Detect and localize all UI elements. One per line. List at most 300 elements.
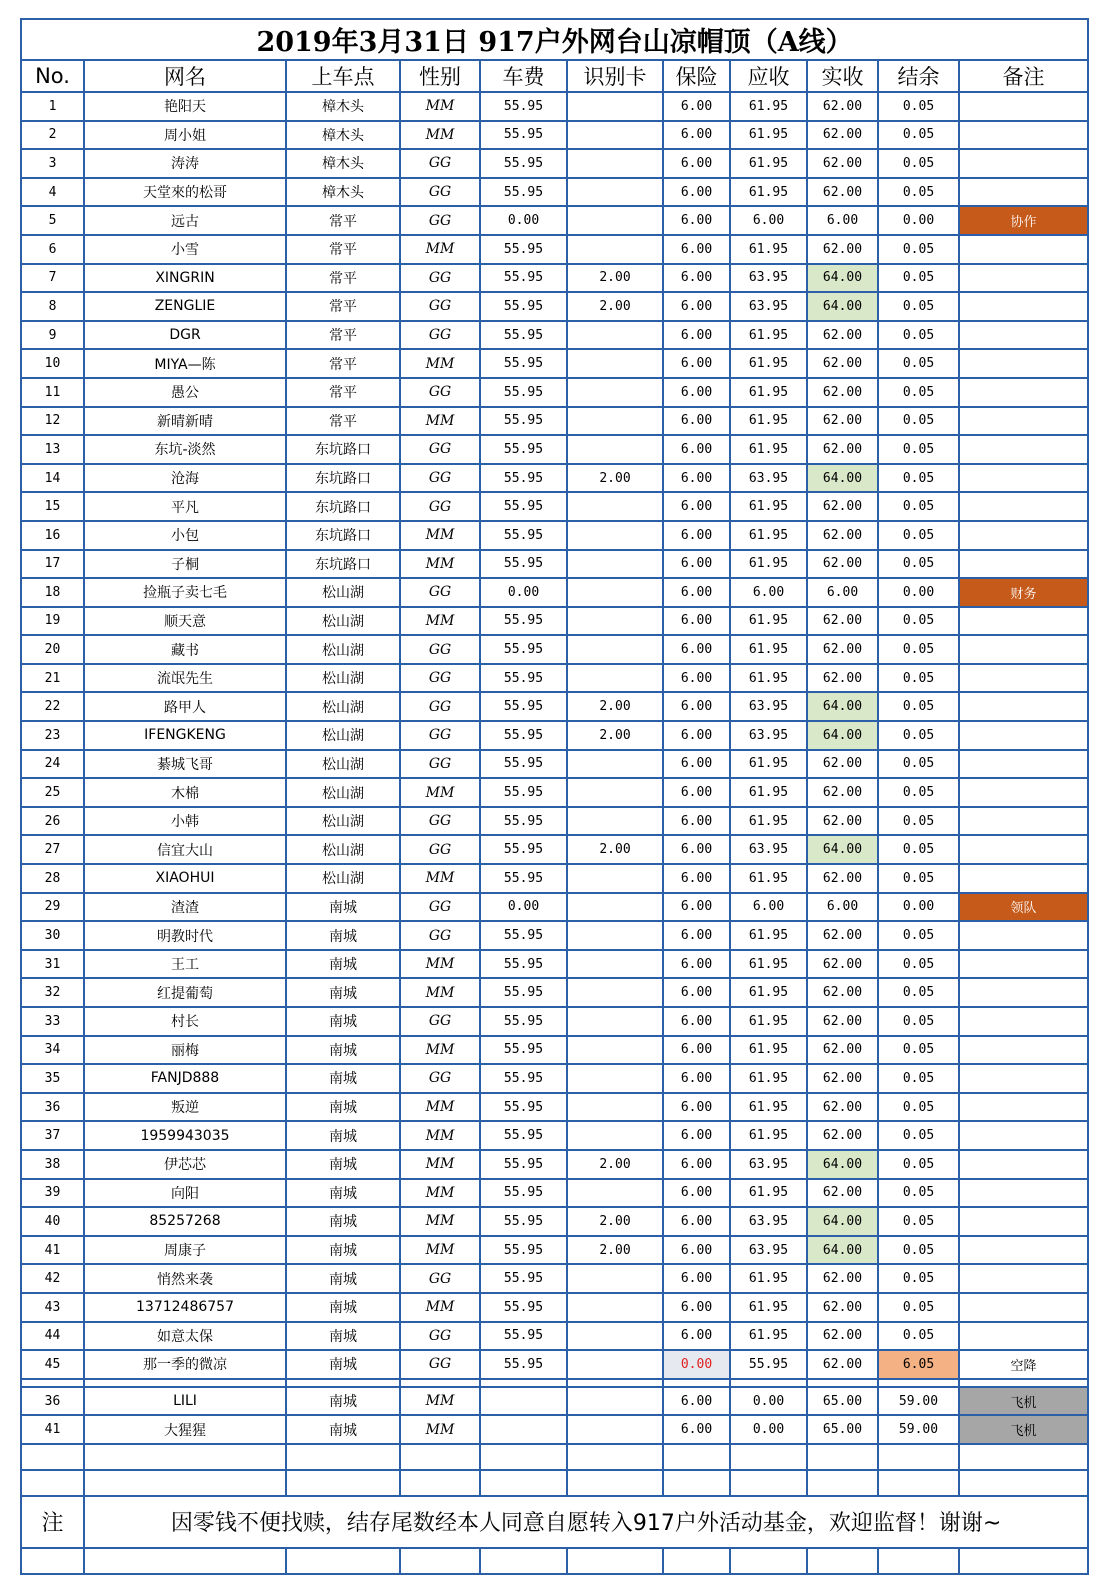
cell-balance: 0.05 [878, 92, 959, 121]
table-row [21, 1179, 1088, 1208]
table-row [21, 664, 1088, 693]
cell-gender: GG [400, 1264, 480, 1293]
cell-no: 10 [21, 349, 84, 378]
cell-insurance: 6.00 [663, 92, 730, 121]
cell-receivable: 63.95 [730, 292, 807, 321]
table-row [21, 1236, 1088, 1265]
cell-id-card: 2.00 [567, 464, 663, 493]
cell-balance: 0.05 [878, 607, 959, 636]
cell-no: 40 [21, 1207, 84, 1236]
cell-id-card [567, 435, 663, 464]
cell-nickname: 周小姐 [84, 121, 286, 150]
cell-balance: 59.00 [878, 1387, 959, 1416]
cell-gender: GG [400, 578, 480, 607]
cell-pickup: 常平 [286, 321, 400, 350]
cell-fare: 55.95 [480, 121, 567, 150]
cell-gender: GG [400, 921, 480, 950]
cell-balance: 0.05 [878, 1064, 959, 1093]
cell-id-card [567, 635, 663, 664]
table-row [21, 807, 1088, 836]
table-row [21, 435, 1088, 464]
cell-receivable: 61.95 [730, 807, 807, 836]
cell-remarks [959, 864, 1088, 893]
cell-insurance: 6.00 [663, 1387, 730, 1416]
cell-nickname: 綦城飞哥 [84, 750, 286, 779]
cell-balance: 0.05 [878, 835, 959, 864]
cell-fare: 55.95 [480, 607, 567, 636]
spacer-cell [878, 1379, 959, 1387]
cell-remarks [959, 321, 1088, 350]
cell-id-card [567, 1064, 663, 1093]
cell-nickname: LILI [84, 1387, 286, 1416]
cell-remarks [959, 1236, 1088, 1265]
cell-no: 15 [21, 492, 84, 521]
cell-received: 62.00 [807, 492, 878, 521]
cell-pickup: 樟木头 [286, 149, 400, 178]
cell-received: 64.00 [807, 464, 878, 493]
cell-balance: 0.05 [878, 721, 959, 750]
cell-remarks [959, 721, 1088, 750]
cell-balance: 0.05 [878, 264, 959, 293]
cell-no: 8 [21, 292, 84, 321]
cell-insurance: 6.00 [663, 407, 730, 436]
cell-receivable: 61.95 [730, 149, 807, 178]
cell-insurance: 6.00 [663, 835, 730, 864]
cell-no: 22 [21, 692, 84, 721]
cell-balance: 0.05 [878, 921, 959, 950]
cell-balance: 6.05 [878, 1350, 959, 1379]
cell-received: 62.00 [807, 550, 878, 579]
cell-pickup: 常平 [286, 235, 400, 264]
cell-no: 16 [21, 521, 84, 550]
table-row [21, 578, 1088, 607]
cell-no: 45 [21, 1350, 84, 1379]
cell-id-card: 2.00 [567, 692, 663, 721]
spacer-cell [663, 1379, 730, 1387]
cell-gender: MM [400, 950, 480, 979]
spacer-row [21, 1379, 1088, 1387]
cell-receivable: 61.95 [730, 921, 807, 950]
cell-balance: 0.05 [878, 492, 959, 521]
cell-pickup: 南城 [286, 1179, 400, 1208]
cell-remarks [959, 1036, 1088, 1065]
cell-no: 34 [21, 1036, 84, 1065]
blank-cell [730, 1548, 807, 1574]
cell-gender: GG [400, 464, 480, 493]
cell-received: 62.00 [807, 349, 878, 378]
extra-row [21, 1387, 1088, 1416]
cell-remarks [959, 492, 1088, 521]
table-row [21, 1293, 1088, 1322]
note-label: 注 [21, 1496, 84, 1548]
cell-id-card: 2.00 [567, 1207, 663, 1236]
cell-pickup: 南城 [286, 1415, 400, 1444]
cell-fare: 55.95 [480, 1064, 567, 1093]
cell-receivable: 0.00 [730, 1415, 807, 1444]
expense-table [20, 18, 1089, 1575]
cell-gender: MM [400, 1293, 480, 1322]
cell-no: 11 [21, 378, 84, 407]
cell-nickname: 沧海 [84, 464, 286, 493]
cell-insurance: 6.00 [663, 464, 730, 493]
cell-received: 62.00 [807, 121, 878, 150]
cell-pickup: 松山湖 [286, 607, 400, 636]
cell-no: 14 [21, 464, 84, 493]
cell-balance: 0.05 [878, 1322, 959, 1351]
table-row [21, 464, 1088, 493]
cell-fare: 55.95 [480, 521, 567, 550]
cell-no: 17 [21, 550, 84, 579]
cell-receivable: 63.95 [730, 264, 807, 293]
cell-id-card [567, 550, 663, 579]
table-row [21, 321, 1088, 350]
blank-cell [400, 1470, 480, 1496]
cell-fare: 55.95 [480, 835, 567, 864]
cell-balance: 0.05 [878, 1264, 959, 1293]
cell-no: 20 [21, 635, 84, 664]
cell-id-card [567, 492, 663, 521]
cell-receivable: 0.00 [730, 1387, 807, 1416]
cell-gender: MM [400, 121, 480, 150]
cell-remarks [959, 1207, 1088, 1236]
cell-gender: GG [400, 149, 480, 178]
cell-gender: MM [400, 1415, 480, 1444]
cell-receivable: 61.95 [730, 1264, 807, 1293]
cell-balance: 0.05 [878, 1150, 959, 1179]
cell-receivable: 61.95 [730, 178, 807, 207]
cell-pickup: 松山湖 [286, 835, 400, 864]
cell-receivable: 61.95 [730, 1007, 807, 1036]
cell-nickname: 新晴新晴 [84, 407, 286, 436]
spacer-cell [567, 1379, 663, 1387]
cell-pickup: 常平 [286, 292, 400, 321]
cell-pickup: 南城 [286, 1264, 400, 1293]
cell-received: 62.00 [807, 635, 878, 664]
cell-nickname: 木棉 [84, 778, 286, 807]
cell-receivable: 61.95 [730, 121, 807, 150]
header-receivable: 应收 [730, 60, 807, 92]
cell-no: 30 [21, 921, 84, 950]
cell-received: 62.00 [807, 378, 878, 407]
cell-insurance: 6.00 [663, 550, 730, 579]
cell-nickname: 王工 [84, 950, 286, 979]
cell-gender: GG [400, 378, 480, 407]
cell-balance: 0.05 [878, 235, 959, 264]
cell-pickup: 南城 [286, 1093, 400, 1122]
cell-fare: 55.95 [480, 692, 567, 721]
cell-nickname: XIAOHUI [84, 864, 286, 893]
cell-nickname: XINGRIN [84, 264, 286, 293]
cell-gender: GG [400, 1007, 480, 1036]
cell-balance: 0.05 [878, 378, 959, 407]
cell-received: 62.00 [807, 1293, 878, 1322]
blank-row [21, 1548, 1088, 1574]
cell-no: 41 [21, 1415, 84, 1444]
table-body [21, 19, 1088, 1574]
cell-received: 62.00 [807, 1264, 878, 1293]
cell-balance: 0.05 [878, 978, 959, 1007]
cell-insurance: 6.00 [663, 292, 730, 321]
table-row [21, 349, 1088, 378]
cell-fare: 55.95 [480, 92, 567, 121]
cell-gender: MM [400, 1207, 480, 1236]
cell-id-card [567, 1322, 663, 1351]
cell-insurance: 6.00 [663, 778, 730, 807]
header-received: 实收 [807, 60, 878, 92]
cell-receivable: 61.95 [730, 1093, 807, 1122]
cell-balance: 0.05 [878, 750, 959, 779]
cell-receivable: 61.95 [730, 521, 807, 550]
cell-fare: 55.95 [480, 464, 567, 493]
cell-remarks [959, 1064, 1088, 1093]
cell-id-card [567, 1415, 663, 1444]
header-gender: 性别 [400, 60, 480, 92]
cell-nickname: 悄然来袭 [84, 1264, 286, 1293]
cell-pickup: 松山湖 [286, 750, 400, 779]
cell-received: 62.00 [807, 92, 878, 121]
cell-remarks [959, 950, 1088, 979]
cell-pickup: 常平 [286, 349, 400, 378]
cell-gender: MM [400, 607, 480, 636]
blank-cell [21, 1470, 84, 1496]
cell-receivable: 6.00 [730, 206, 807, 235]
cell-received: 62.00 [807, 978, 878, 1007]
blank-cell [286, 1470, 400, 1496]
cell-pickup: 南城 [286, 1236, 400, 1265]
spacer-cell [480, 1379, 567, 1387]
note-text: 因零钱不便找赎，结存尾数经本人同意自愿转入917户外活动基金，欢迎监督！谢谢~ [84, 1496, 1088, 1548]
table-row [21, 1350, 1088, 1379]
cell-received: 62.00 [807, 521, 878, 550]
cell-insurance: 6.00 [663, 1236, 730, 1265]
cell-remarks [959, 378, 1088, 407]
cell-nickname: 伊芯芯 [84, 1150, 286, 1179]
header-no: No. [21, 60, 84, 92]
cell-insurance: 6.00 [663, 1207, 730, 1236]
cell-id-card [567, 607, 663, 636]
blank-row [21, 1444, 1088, 1470]
cell-fare: 55.95 [480, 778, 567, 807]
cell-insurance: 6.00 [663, 1007, 730, 1036]
cell-balance: 0.05 [878, 121, 959, 150]
cell-remarks [959, 521, 1088, 550]
cell-gender: GG [400, 178, 480, 207]
cell-remarks [959, 750, 1088, 779]
spacer-cell [959, 1379, 1088, 1387]
cell-fare: 0.00 [480, 893, 567, 922]
cell-fare: 55.95 [480, 1293, 567, 1322]
cell-received: 62.00 [807, 778, 878, 807]
cell-insurance: 6.00 [663, 978, 730, 1007]
cell-gender: MM [400, 407, 480, 436]
cell-gender: MM [400, 864, 480, 893]
cell-insurance: 6.00 [663, 750, 730, 779]
cell-received: 62.00 [807, 1064, 878, 1093]
cell-gender: GG [400, 807, 480, 836]
cell-insurance: 0.00 [663, 1350, 730, 1379]
cell-fare [480, 1387, 567, 1416]
cell-receivable: 61.95 [730, 378, 807, 407]
cell-received: 62.00 [807, 750, 878, 779]
cell-no: 43 [21, 1293, 84, 1322]
cell-id-card: 2.00 [567, 1150, 663, 1179]
cell-pickup: 南城 [286, 1007, 400, 1036]
cell-no: 1 [21, 92, 84, 121]
cell-fare: 55.95 [480, 149, 567, 178]
spacer-cell [400, 1379, 480, 1387]
cell-balance: 0.05 [878, 778, 959, 807]
cell-balance: 0.05 [878, 321, 959, 350]
cell-gender: GG [400, 1322, 480, 1351]
cell-nickname: 顺天意 [84, 607, 286, 636]
blank-cell [400, 1444, 480, 1470]
sheet-title: 2019年3月31日 917户外网台山凉帽顶（A线） [21, 19, 1088, 60]
blank-cell [878, 1548, 959, 1574]
cell-gender: MM [400, 1093, 480, 1122]
cell-receivable: 61.95 [730, 864, 807, 893]
cell-pickup: 东坑路口 [286, 435, 400, 464]
blank-cell [286, 1548, 400, 1574]
cell-received: 62.00 [807, 1121, 878, 1150]
blank-cell [84, 1548, 286, 1574]
table-row [21, 550, 1088, 579]
table-row [21, 1007, 1088, 1036]
cell-balance: 0.05 [878, 521, 959, 550]
cell-nickname: DGR [84, 321, 286, 350]
cell-no: 24 [21, 750, 84, 779]
cell-no: 35 [21, 1064, 84, 1093]
blank-cell [567, 1444, 663, 1470]
cell-remarks [959, 1007, 1088, 1036]
cell-nickname: IFENGKENG [84, 721, 286, 750]
blank-cell [807, 1470, 878, 1496]
cell-no: 9 [21, 321, 84, 350]
cell-id-card [567, 1093, 663, 1122]
table-row [21, 407, 1088, 436]
cell-fare: 55.95 [480, 1093, 567, 1122]
cell-no: 2 [21, 121, 84, 150]
cell-receivable: 61.95 [730, 92, 807, 121]
cell-receivable: 61.95 [730, 321, 807, 350]
blank-cell [959, 1548, 1088, 1574]
cell-pickup: 南城 [286, 1121, 400, 1150]
cell-remarks [959, 435, 1088, 464]
cell-receivable: 61.95 [730, 407, 807, 436]
cell-fare: 55.95 [480, 264, 567, 293]
cell-insurance: 6.00 [663, 692, 730, 721]
table-row [21, 1322, 1088, 1351]
cell-receivable: 63.95 [730, 1207, 807, 1236]
cell-gender: GG [400, 835, 480, 864]
cell-balance: 0.05 [878, 349, 959, 378]
cell-no: 31 [21, 950, 84, 979]
cell-receivable: 55.95 [730, 1350, 807, 1379]
cell-nickname: 红提葡萄 [84, 978, 286, 1007]
spacer-cell [730, 1379, 807, 1387]
cell-id-card [567, 235, 663, 264]
cell-fare: 55.95 [480, 492, 567, 521]
cell-gender: GG [400, 435, 480, 464]
cell-no: 26 [21, 807, 84, 836]
cell-insurance: 6.00 [663, 435, 730, 464]
cell-receivable: 6.00 [730, 893, 807, 922]
cell-balance: 0.05 [878, 178, 959, 207]
cell-remarks: 空降 [959, 1350, 1088, 1379]
table-row [21, 607, 1088, 636]
cell-pickup: 南城 [286, 1064, 400, 1093]
spacer-cell [84, 1379, 286, 1387]
blank-cell [567, 1470, 663, 1496]
cell-fare: 55.95 [480, 1179, 567, 1208]
cell-nickname: 路甲人 [84, 692, 286, 721]
cell-fare: 55.95 [480, 1322, 567, 1351]
table-row [21, 1207, 1088, 1236]
cell-nickname: 信宜大山 [84, 835, 286, 864]
cell-id-card: 2.00 [567, 292, 663, 321]
cell-remarks [959, 550, 1088, 579]
blank-cell [878, 1444, 959, 1470]
spacer-cell [21, 1379, 84, 1387]
cell-nickname: 小韩 [84, 807, 286, 836]
cell-nickname: 愚公 [84, 378, 286, 407]
cell-remarks [959, 778, 1088, 807]
table-row [21, 492, 1088, 521]
cell-received: 62.00 [807, 664, 878, 693]
cell-nickname: 85257268 [84, 1207, 286, 1236]
table-row [21, 1264, 1088, 1293]
header-insurance: 保险 [663, 60, 730, 92]
cell-gender: MM [400, 550, 480, 579]
cell-id-card [567, 921, 663, 950]
cell-id-card [567, 893, 663, 922]
blank-cell [21, 1548, 84, 1574]
cell-balance: 0.05 [878, 1007, 959, 1036]
blank-cell [567, 1548, 663, 1574]
cell-received: 62.00 [807, 435, 878, 464]
table-row [21, 149, 1088, 178]
cell-received: 62.00 [807, 1036, 878, 1065]
cell-no: 28 [21, 864, 84, 893]
cell-received: 6.00 [807, 578, 878, 607]
cell-pickup: 东坑路口 [286, 550, 400, 579]
cell-remarks: 飞机 [959, 1415, 1088, 1444]
cell-nickname: 藏书 [84, 635, 286, 664]
cell-nickname: 明教时代 [84, 921, 286, 950]
table-row [21, 1064, 1088, 1093]
cell-pickup: 东坑路口 [286, 492, 400, 521]
cell-receivable: 61.95 [730, 235, 807, 264]
cell-pickup: 南城 [286, 1293, 400, 1322]
blank-cell [663, 1470, 730, 1496]
cell-insurance: 6.00 [663, 1322, 730, 1351]
header-balance: 结余 [878, 60, 959, 92]
cell-fare [480, 1415, 567, 1444]
blank-cell [730, 1470, 807, 1496]
cell-no: 42 [21, 1264, 84, 1293]
blank-cell [878, 1470, 959, 1496]
cell-fare: 55.95 [480, 435, 567, 464]
cell-receivable: 61.95 [730, 778, 807, 807]
cell-pickup: 南城 [286, 921, 400, 950]
blank-cell [21, 1444, 84, 1470]
cell-insurance: 6.00 [663, 921, 730, 950]
cell-balance: 0.05 [878, 292, 959, 321]
cell-id-card [567, 1007, 663, 1036]
table-row [21, 893, 1088, 922]
cell-pickup: 樟木头 [286, 178, 400, 207]
cell-nickname: 向阳 [84, 1179, 286, 1208]
cell-gender: MM [400, 1387, 480, 1416]
